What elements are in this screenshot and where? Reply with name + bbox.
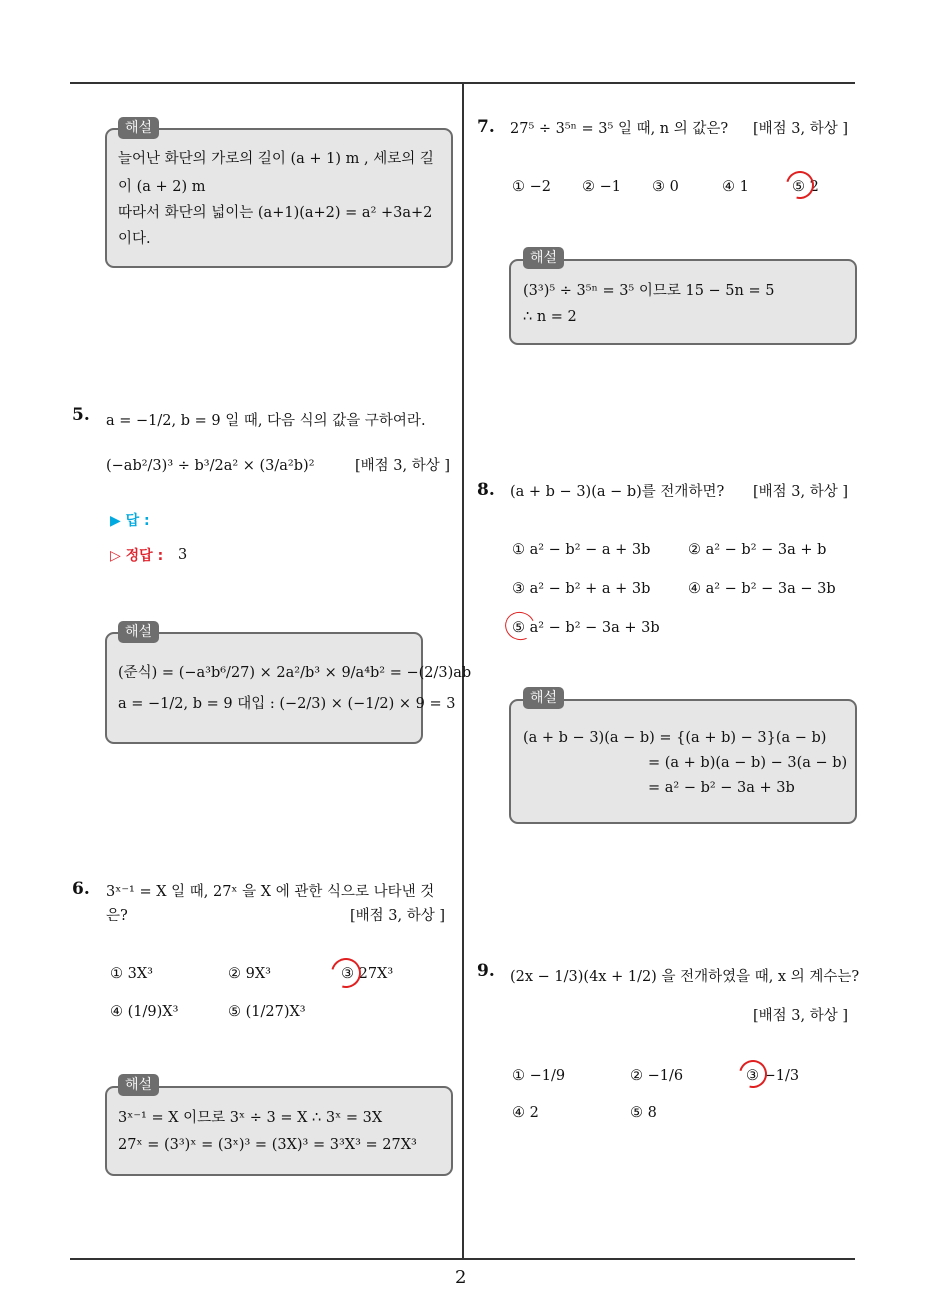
q4-explanation-tag: 해설 [118, 117, 159, 139]
q6-explanation-line-2: 27ˣ = (3³)ˣ = (3ˣ)³ = (3X)³ = 3³X³ = 27X³ [118, 1137, 417, 1153]
q8-choice-5[interactable]: ⑤ a² − b² − 3a + 3b [512, 620, 660, 636]
q5-explanation-line-1: (준식) = (−a³b⁶/27) × 2a²/b³ × 9/a⁴b² = −(2/3)ab [118, 665, 472, 681]
q8-choice-1[interactable]: ① a² − b² − a + 3b [512, 542, 651, 558]
q8-choice-2[interactable]: ② a² − b² − 3a + b [688, 542, 827, 558]
q6-choice-5[interactable]: ⑤ (1/27)X³ [228, 1004, 306, 1020]
q9-choice-5[interactable]: ⑤ 8 [630, 1105, 657, 1121]
q7-selected-mark [781, 166, 819, 204]
page-number: 2 [455, 1267, 467, 1288]
q4-explanation-line-4: 이다. [118, 231, 151, 247]
q7-choice-5[interactable]: ⑤ 2 [792, 179, 819, 195]
q8-score: [배점 3, 하상 ] [753, 484, 849, 500]
q8-choice-3[interactable]: ③ a² − b² + a + 3b [512, 581, 651, 597]
q6-choice-2[interactable]: ② 9X³ [228, 966, 271, 982]
q7-choice-3[interactable]: ③ 0 [652, 179, 679, 195]
q6-question-line-1: 3ˣ⁻¹ = X 일 때, 27ˣ 을 X 에 관한 식으로 나타낸 것 [106, 884, 435, 900]
q7-score: [배점 3, 하상 ] [753, 121, 849, 137]
q5-question-line-1: a = −1/2, b = 9 일 때, 다음 식의 값을 구하여라. [106, 413, 426, 429]
q7-explanation-tag: 해설 [523, 247, 564, 269]
q8-explanation-tag: 해설 [523, 687, 564, 709]
q9-selected-mark [734, 1055, 772, 1093]
q8-selected-mark [501, 608, 539, 645]
q9-number: 9. [477, 961, 495, 981]
q9-choice-3[interactable]: ③ −1/3 [746, 1068, 800, 1084]
q9-choice-2[interactable]: ② −1/6 [630, 1068, 684, 1084]
q9-choice-4[interactable]: ④ 2 [512, 1105, 539, 1121]
q5-explanation-box [105, 632, 423, 744]
q7-choice-1[interactable]: ① −2 [512, 179, 551, 195]
q6-choice-4[interactable]: ④ (1/9)X³ [110, 1004, 179, 1020]
q5-correct-value: 3 [178, 547, 188, 563]
bottom-rule [70, 1258, 855, 1260]
q8-question-line-1: (a + b − 3)(a − b)를 전개하면? [510, 484, 725, 500]
q6-selected-mark [326, 953, 367, 994]
q4-explanation-line-3: 따라서 화단의 넓이는 (a+1)(a+2) = a² +3a+2 [118, 205, 433, 221]
q6-score: [배점 3, 하상 ] [350, 908, 446, 924]
q5-question-line-2: (−ab²/3)³ ÷ b³/2a² × (3/a²b)² [106, 458, 315, 474]
q7-number: 7. [477, 117, 495, 137]
q7-explanation-box [509, 259, 857, 345]
q4-explanation-line-2: 이 (a + 2) m [118, 179, 206, 195]
q5-answer-label: ▶ 답 : [110, 513, 150, 529]
q7-question-line-1: 27⁵ ÷ 3⁵ⁿ = 3⁵ 일 때, n 의 값은? [510, 121, 729, 137]
q5-number: 5. [72, 405, 90, 425]
q5-explanation-line-2: a = −1/2, b = 9 대입 : (−2/3) × (−1/2) × 9 = 3 [118, 696, 456, 712]
q8-explanation-line-3: = a² − b² − 3a + 3b [648, 780, 795, 796]
q9-score: [배점 3, 하상 ] [753, 1008, 849, 1024]
q8-explanation-line-1: (a + b − 3)(a − b) = {(a + b) − 3}(a − b) [523, 730, 827, 746]
q6-explanation-tag: 해설 [118, 1074, 159, 1096]
q7-explanation-line-1: (3³)⁵ ÷ 3⁵ⁿ = 3⁵ 이므로 15 − 5n = 5 [523, 283, 775, 299]
q6-choice-1[interactable]: ① 3X³ [110, 966, 153, 982]
q6-question-line-2: 은? [106, 908, 128, 924]
q7-choice-2[interactable]: ② −1 [582, 179, 621, 195]
q5-explanation-tag: 해설 [118, 621, 159, 643]
q7-choice-4[interactable]: ④ 1 [722, 179, 749, 195]
q6-explanation-box [105, 1086, 453, 1176]
q4-explanation-line-1: 늘어난 화단의 가로의 길이 (a + 1) m , 세로의 길 [118, 151, 434, 167]
q6-choice-3[interactable]: ③ 27X³ [341, 966, 394, 982]
q8-number: 8. [477, 480, 495, 500]
q7-explanation-line-2: ∴ n = 2 [523, 309, 577, 325]
q5-correct-label: ▷ 정답 : [110, 548, 164, 564]
q6-explanation-line-1: 3ˣ⁻¹ = X 이므로 3ˣ ÷ 3 = X ∴ 3ˣ = 3X [118, 1110, 383, 1126]
q9-question-line-1: (2x − 1/3)(4x + 1/2) 을 전개하였을 때, x 의 계수는? [510, 969, 860, 985]
q8-explanation-line-2: = (a + b)(a − b) − 3(a − b) [648, 755, 848, 771]
q5-score: [배점 3, 하상 ] [355, 458, 451, 474]
q6-number: 6. [72, 879, 90, 899]
q8-choice-4[interactable]: ④ a² − b² − 3a − 3b [688, 581, 836, 597]
q9-choice-1[interactable]: ① −1/9 [512, 1068, 566, 1084]
